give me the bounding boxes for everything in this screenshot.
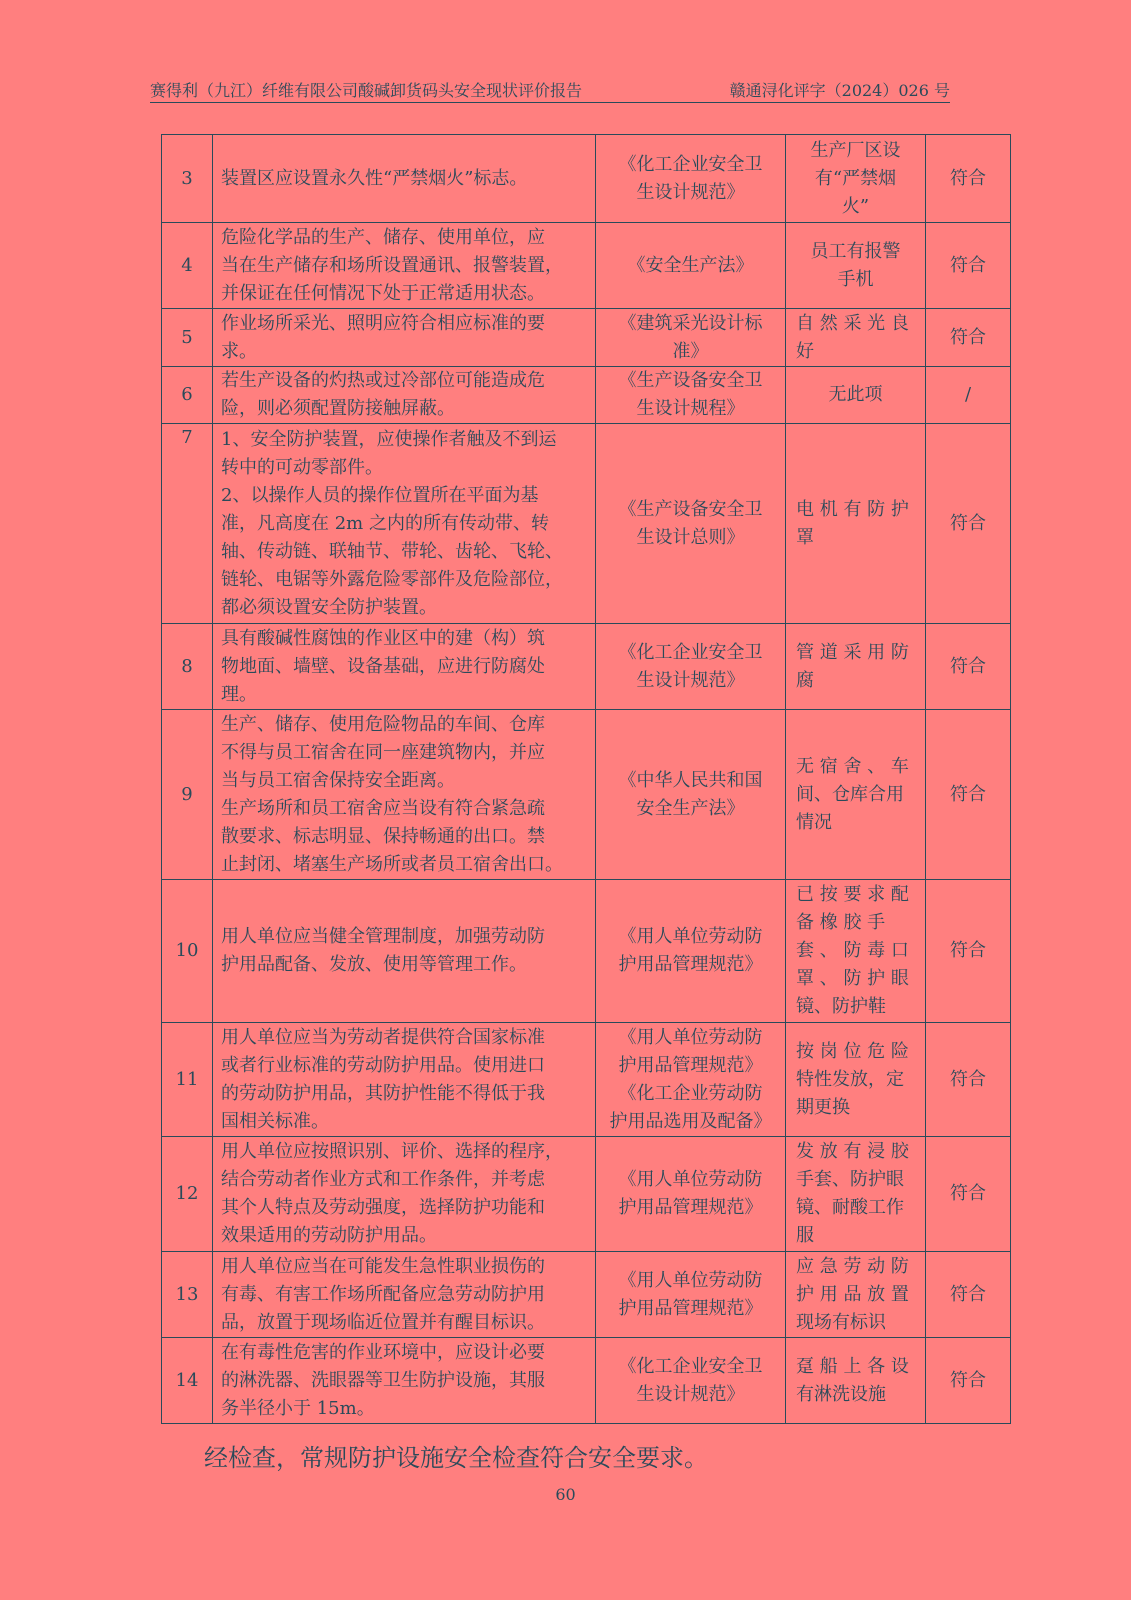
status-cell — [786, 1252, 926, 1338]
basis-line: 生设计规程》 — [636, 398, 745, 419]
requirement-line: 2、以操作人员的操作位置所在平面为基 — [221, 484, 539, 506]
status-cell — [786, 309, 926, 367]
basis-line: 《化工企业安全卫 — [618, 153, 763, 175]
result-cell: 符合 — [926, 309, 1011, 367]
requirement-cell — [213, 223, 596, 309]
result-cell: / — [926, 367, 1011, 424]
status-line: 罩 — [796, 526, 814, 548]
table-row — [162, 710, 1011, 880]
result-cell: 符合 — [926, 1252, 1011, 1338]
basis-line: 《用人单位劳动防 — [618, 1026, 763, 1048]
requirement-line: 具有酸碱性腐蚀的作业区中的建（构）筑 — [221, 627, 545, 649]
requirement-line: 物地面、墙壁、设备基础，应进行防腐处 — [221, 655, 545, 677]
status-cell — [786, 710, 926, 880]
basis-line: 《化工企业劳动防 — [618, 1082, 763, 1104]
report-title: 赛得利（九江）纤维有限公司酸碱卸货码头安全现状评价报告 — [150, 81, 583, 100]
status-line: 护 用 品 放 置 — [796, 1283, 909, 1305]
requirement-cell — [213, 880, 596, 1023]
basis-line: 《用人单位劳动防 — [618, 926, 763, 947]
basis-cell — [596, 309, 786, 367]
document-number: 赣通浔化评字（2024）026 号 — [729, 81, 950, 100]
row-number-cell: 4 — [162, 223, 213, 309]
basis-line: 护用品管理规范》 — [618, 1054, 763, 1076]
status-cell — [786, 1338, 926, 1424]
status-line: 已 按 要 求 配 — [796, 884, 909, 905]
basis-line: 生设计规范》 — [636, 1383, 745, 1405]
requirement-line: 其个人特点及劳动强度，选择防护功能和 — [221, 1197, 545, 1218]
requirement-line: 品，放置于现场临近位置并有醒目标识。 — [221, 1311, 545, 1333]
status-line: 现场有标识 — [796, 1311, 886, 1333]
table-row — [162, 1338, 1011, 1424]
table-row — [162, 1252, 1011, 1338]
status-line: 无 宿 舍 、 车 — [796, 755, 909, 777]
status-cell — [786, 1137, 926, 1252]
status-line: 腐 — [796, 669, 814, 691]
status-line: 备 橡 胶 手 — [796, 912, 886, 933]
status-line: 期更换 — [796, 1096, 850, 1118]
status-line: 自 然 采 光 良 — [796, 312, 909, 334]
requirement-line: 理。 — [221, 683, 257, 705]
status-line: 镜、防护鞋 — [796, 996, 886, 1017]
requirement-line: 链轮、电锯等外露危险零部件及危险部位， — [221, 568, 563, 590]
basis-line: 《用人单位劳动防 — [618, 1269, 763, 1291]
status-line: 火” — [841, 195, 870, 217]
requirement-line: 有毒、有害工作场所配备应急劳动防护用 — [221, 1283, 545, 1305]
requirement-cell — [213, 1338, 596, 1424]
basis-cell — [596, 1023, 786, 1137]
requirement-cell — [213, 1252, 596, 1338]
status-line: 间、仓库合用 — [796, 783, 904, 805]
basis-cell — [596, 1137, 786, 1252]
status-line: 电 机 有 防 护 — [796, 498, 909, 520]
requirement-line: 若生产设备的灼热或过冷部位可能造成危 — [221, 370, 545, 391]
row-number-cell: 5 — [162, 309, 213, 367]
row-number-cell: 11 — [162, 1023, 213, 1137]
status-line: 套 、 防 毒 口 — [796, 940, 909, 961]
requirement-cell — [213, 710, 596, 880]
row-number-cell: 8 — [162, 624, 213, 710]
status-line: 生产厂区设 — [810, 139, 901, 161]
row-number-cell: 7 — [162, 424, 213, 624]
basis-cell — [596, 367, 786, 424]
row-number-cell: 14 — [162, 1338, 213, 1424]
basis-line: 《用人单位劳动防 — [618, 1169, 763, 1190]
requirement-line: 准，凡高度在 2m 之内的所有传动带、转 — [221, 512, 549, 534]
status-cell — [786, 367, 926, 424]
requirement-line: 并保证在任何情况下处于正常适用状态。 — [221, 282, 545, 304]
table-row — [162, 424, 1011, 624]
basis-line: 《安全生产法》 — [627, 254, 754, 276]
status-cell — [786, 223, 926, 309]
requirement-line: 止封闭、堵塞生产场所或者员工宿舍出口。 — [221, 853, 563, 875]
basis-line: 安全生产法》 — [636, 797, 745, 819]
requirement-line: 结合劳动者作业方式和工作条件，并考虑 — [221, 1169, 545, 1190]
requirement-line: 护用品配备、发放、使用等管理工作。 — [221, 954, 527, 975]
status-cell — [786, 1023, 926, 1137]
status-line: 好 — [796, 340, 814, 362]
requirement-line: 的淋洗器、洗眼器等卫生防护设施，其服 — [221, 1369, 545, 1391]
status-cell — [786, 880, 926, 1023]
basis-cell — [596, 1338, 786, 1424]
status-line: 趸 船 上 各 设 — [796, 1355, 909, 1377]
row-number-cell: 12 — [162, 1137, 213, 1252]
requirement-line: 1、安全防护装置，应使操作者触及不到运 — [221, 428, 557, 450]
row-number-cell: 9 — [162, 710, 213, 880]
requirement-cell — [213, 1137, 596, 1252]
inspection-conclusion: 经检查，常规防护设施安全检查符合安全要求。 — [204, 1444, 708, 1472]
requirement-line: 散要求、标志明显、保持畅通的出口。禁 — [221, 825, 545, 847]
result-cell: 符合 — [926, 223, 1011, 309]
requirement-line: 轴、传动链、联轴节、带轮、齿轮、飞轮、 — [221, 540, 563, 562]
basis-line: 《化工企业安全卫 — [618, 1355, 763, 1377]
requirement-line: 险，则必须配置防接触屏蔽。 — [221, 398, 455, 419]
table-row — [162, 624, 1011, 710]
table-row — [162, 223, 1011, 309]
requirement-line: 用人单位应按照识别、评价、选择的程序， — [221, 1141, 563, 1162]
status-cell — [786, 424, 926, 624]
basis-cell — [596, 880, 786, 1023]
basis-line: 护用品选用及配备》 — [609, 1110, 772, 1132]
requirement-line: 装置区应设置永久性“严禁烟火”标志。 — [221, 167, 528, 189]
basis-line: 护用品管理规范》 — [618, 1197, 763, 1218]
requirement-line: 转中的可动零部件。 — [221, 456, 383, 478]
basis-line: 准》 — [672, 340, 709, 362]
basis-line: 护用品管理规范》 — [618, 1297, 763, 1319]
basis-cell — [596, 1252, 786, 1338]
status-cell — [786, 624, 926, 710]
row-number-cell: 6 — [162, 367, 213, 424]
result-cell: 符合 — [926, 1137, 1011, 1252]
requirement-cell — [213, 624, 596, 710]
requirement-line: 生产场所和员工宿舍应当设有符合紧急疏 — [221, 797, 545, 819]
requirement-line: 用人单位应当为劳动者提供符合国家标准 — [221, 1026, 545, 1048]
requirement-line: 都必须设置安全防护装置。 — [221, 596, 437, 618]
page-number: 60 — [555, 1485, 576, 1504]
result-cell: 符合 — [926, 880, 1011, 1023]
requirement-line: 不得与员工宿舍在同一座建筑物内，并应 — [221, 741, 545, 763]
basis-line: 生设计总则》 — [636, 526, 745, 548]
basis-cell — [596, 135, 786, 223]
table-row — [162, 367, 1011, 424]
row-number-cell: 10 — [162, 880, 213, 1023]
page-header — [150, 80, 950, 103]
requirement-line: 国相关标准。 — [221, 1110, 329, 1132]
status-line: 发 放 有 浸 胶 — [796, 1141, 909, 1162]
status-line: 有“严禁烟 — [814, 167, 897, 189]
status-line: 罩 、 防 护 眼 — [796, 968, 909, 989]
table-row — [162, 309, 1011, 367]
result-cell: 符合 — [926, 624, 1011, 710]
requirement-line: 的劳动防护用品，其防护性能不得低于我 — [221, 1082, 545, 1104]
result-cell: 符合 — [926, 1023, 1011, 1137]
requirement-line: 生产、储存、使用危险物品的车间、仓库 — [221, 713, 545, 735]
status-cell — [786, 135, 926, 223]
safety-check-table — [161, 134, 1011, 1424]
table-row — [162, 135, 1011, 223]
basis-line: 《中华人民共和国 — [618, 769, 763, 791]
result-cell: 符合 — [926, 424, 1011, 624]
status-line: 服 — [796, 1225, 814, 1246]
requirement-cell — [213, 1023, 596, 1137]
basis-cell — [596, 624, 786, 710]
status-line: 管 道 采 用 防 — [796, 641, 909, 663]
basis-cell — [596, 424, 786, 624]
status-line: 情况 — [796, 811, 832, 833]
requirement-cell — [213, 424, 596, 624]
requirement-line: 在有毒性危害的作业环境中，应设计必要 — [221, 1341, 545, 1363]
row-number-cell: 13 — [162, 1252, 213, 1338]
requirement-line: 用人单位应当健全管理制度，加强劳动防 — [221, 926, 545, 947]
status-line: 手套、防护眼 — [796, 1169, 904, 1190]
status-line: 员工有报警 — [810, 240, 901, 262]
requirement-cell — [213, 309, 596, 367]
table-row — [162, 1023, 1011, 1137]
result-cell: 符合 — [926, 135, 1011, 223]
requirement-line: 或者行业标准的劳动防护用品。使用进口 — [221, 1054, 545, 1076]
basis-cell — [596, 710, 786, 880]
status-line: 无此项 — [828, 384, 883, 405]
basis-line: 《化工企业安全卫 — [618, 641, 763, 663]
requirement-cell — [213, 135, 596, 223]
result-cell: 符合 — [926, 1338, 1011, 1424]
requirement-line: 当与员工宿舍保持安全距离。 — [221, 769, 455, 791]
requirement-line: 作业场所采光、照明应符合相应标准的要 — [221, 312, 545, 334]
status-line: 镜、耐酸工作 — [796, 1197, 904, 1218]
row-number-cell: 3 — [162, 135, 213, 223]
result-cell: 符合 — [926, 710, 1011, 880]
requirement-line: 效果适用的劳动防护用品。 — [221, 1225, 437, 1246]
status-line: 按 岗 位 危 险 — [796, 1040, 909, 1062]
basis-cell — [596, 223, 786, 309]
requirement-cell — [213, 367, 596, 424]
basis-line: 《建筑采光设计标 — [618, 312, 763, 334]
requirement-line: 危险化学品的生产、储存、使用单位，应 — [221, 226, 545, 248]
requirement-line: 当在生产储存和场所设置通讯、报警装置， — [221, 254, 563, 276]
table-row — [162, 1137, 1011, 1252]
status-line: 应 急 劳 动 防 — [796, 1255, 909, 1277]
requirement-line: 求。 — [221, 340, 257, 362]
table-row — [162, 880, 1011, 1023]
basis-line: 《生产设备安全卫 — [618, 498, 763, 520]
requirement-line: 务半径小于 15m。 — [221, 1397, 375, 1419]
basis-line: 护用品管理规范》 — [618, 954, 763, 975]
basis-line: 生设计规范》 — [636, 669, 745, 691]
status-line: 手机 — [837, 268, 874, 290]
status-line: 有淋洗设施 — [796, 1383, 886, 1405]
table-body — [162, 135, 1011, 1424]
requirement-line: 用人单位应当在可能发生急性职业损伤的 — [221, 1255, 545, 1277]
status-line: 特性发放，定 — [796, 1068, 904, 1090]
basis-line: 《生产设备安全卫 — [618, 370, 763, 391]
basis-line: 生设计规范》 — [636, 181, 745, 203]
